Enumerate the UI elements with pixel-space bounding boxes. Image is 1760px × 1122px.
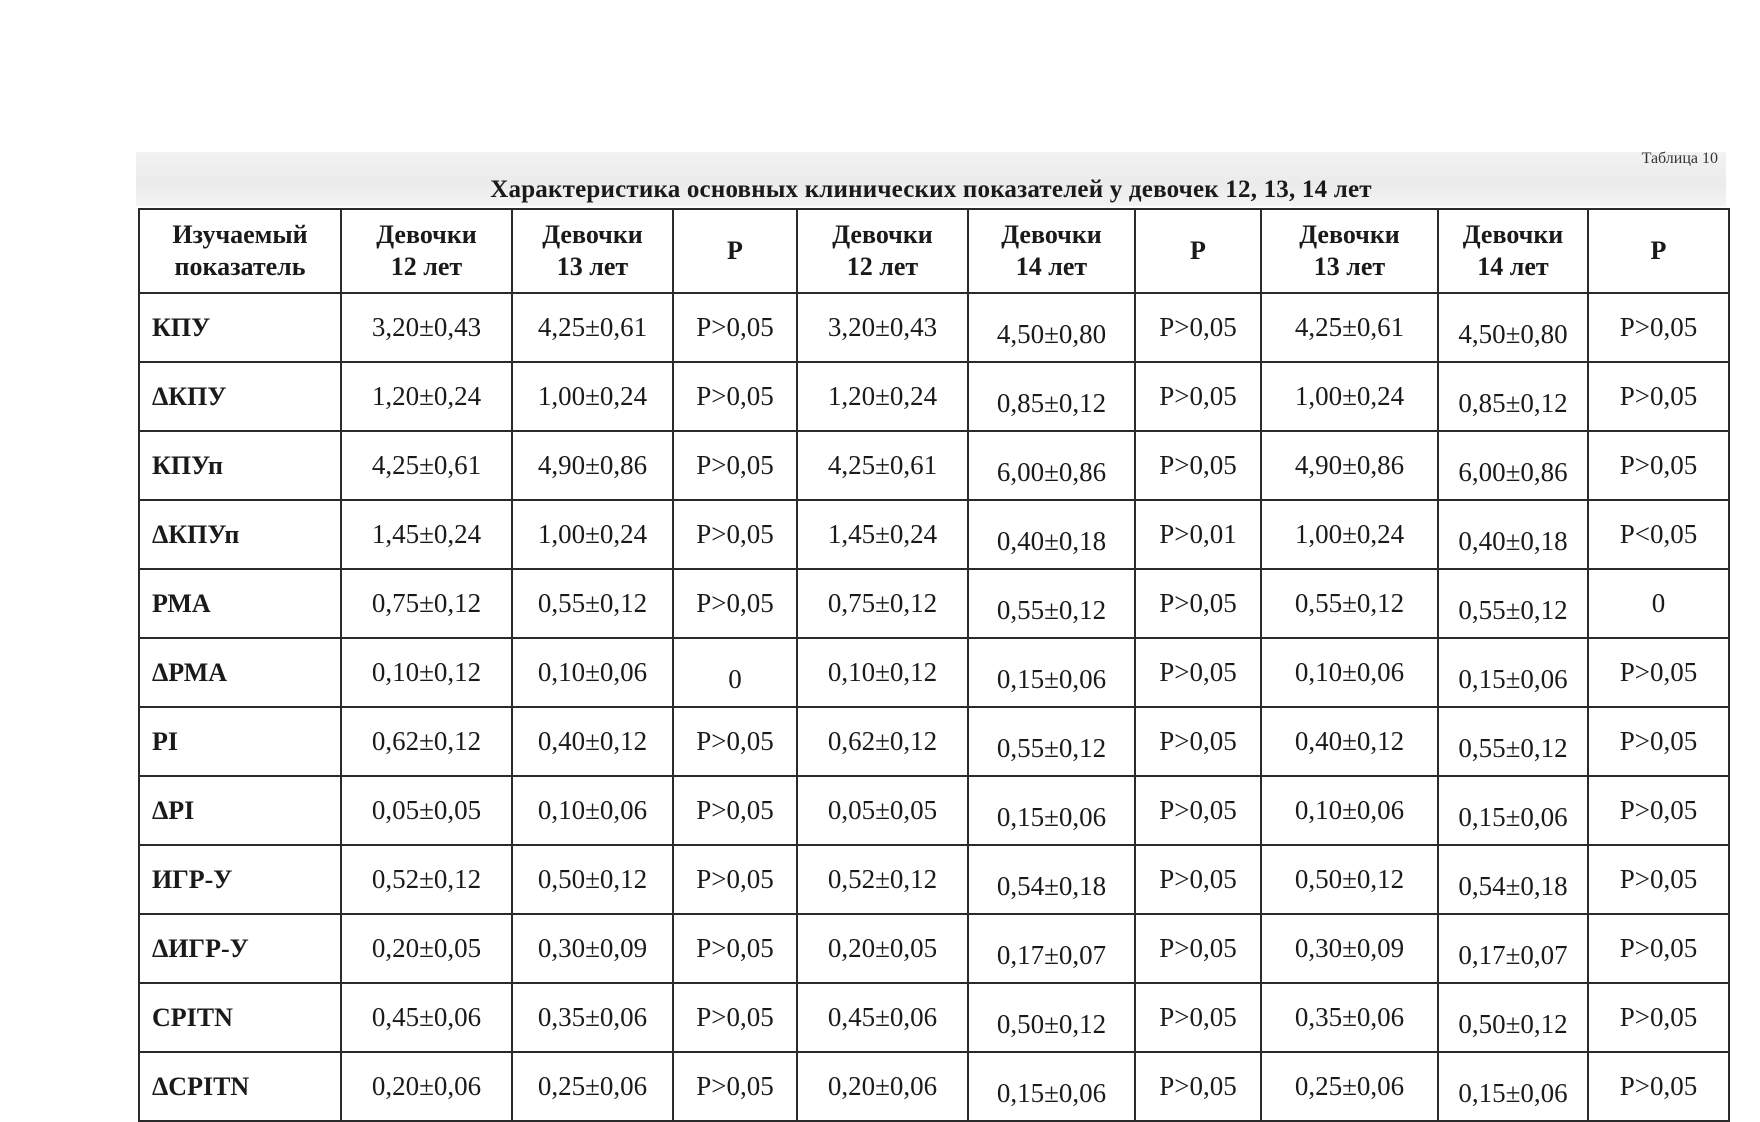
p-value-cell: P>0,05 (1588, 983, 1729, 1052)
p-value-cell: P>0,05 (673, 845, 797, 914)
table-cell: 0,10±0,06 (1261, 638, 1438, 707)
table-cell: 0,55±0,12 (1438, 707, 1588, 776)
table-cell: 0,17±0,07 (968, 914, 1135, 983)
parameter-name: ΔКПУп (139, 500, 341, 569)
p-value-cell: P>0,05 (673, 707, 797, 776)
table-cell: 0,55±0,12 (968, 569, 1135, 638)
table-cell: 0,55±0,12 (512, 569, 673, 638)
table-row (139, 362, 1729, 431)
p-value-cell: 0 (673, 638, 797, 707)
header-line: 12 лет (846, 252, 919, 281)
table-row (139, 845, 1729, 914)
table-cell: 1,45±0,24 (797, 500, 968, 569)
table-cell: 3,20±0,43 (341, 293, 512, 362)
table-cell: 0,05±0,05 (341, 776, 512, 845)
parameter-name: ΔРМА (139, 638, 341, 707)
table-cell: 0,40±0,18 (968, 500, 1135, 569)
header-line: 14 лет (1015, 252, 1088, 281)
p-value-cell: P>0,05 (673, 500, 797, 569)
header-line: Девочки (832, 219, 933, 249)
parameter-name: РМА (139, 569, 341, 638)
table-cell: 1,00±0,24 (512, 362, 673, 431)
header-girls-12-b (797, 209, 968, 293)
table-cell: 0,54±0,18 (1438, 845, 1588, 914)
header-line: Девочки (1001, 219, 1102, 249)
header-p-b (1135, 209, 1261, 293)
table-cell: 0,85±0,12 (968, 362, 1135, 431)
header-line: Девочки (1299, 219, 1400, 249)
table-cell: 0,85±0,12 (1438, 362, 1588, 431)
table-cell: 0,10±0,06 (512, 638, 673, 707)
header-line: Девочки (542, 219, 643, 249)
header-line: 13 лет (1313, 252, 1386, 281)
p-value-cell: P>0,05 (673, 362, 797, 431)
parameter-name: ΔИГР-У (139, 914, 341, 983)
table-cell: 0,55±0,12 (1438, 569, 1588, 638)
table-cell: 6,00±0,86 (968, 431, 1135, 500)
table-cell: 1,00±0,24 (1261, 362, 1438, 431)
table-cell: 0,10±0,12 (341, 638, 512, 707)
table-cell: 0,62±0,12 (341, 707, 512, 776)
table-cell: 0,15±0,06 (1438, 638, 1588, 707)
header-line: P (1650, 235, 1667, 265)
p-value-cell: P>0,05 (1135, 776, 1261, 845)
p-value-cell: P>0,05 (673, 1052, 797, 1121)
p-value-cell: P>0,01 (1135, 500, 1261, 569)
table-row (139, 293, 1729, 362)
table-cell: 0,45±0,06 (797, 983, 968, 1052)
header-line: 13 лет (556, 252, 629, 281)
table-cell: 0,10±0,06 (1261, 776, 1438, 845)
table-cell: 0,62±0,12 (797, 707, 968, 776)
table-cell: 0,20±0,06 (797, 1052, 968, 1121)
table-cell: 0,25±0,06 (1261, 1052, 1438, 1121)
table-row (139, 569, 1729, 638)
parameter-name: ΔCPITN (139, 1052, 341, 1121)
table-title: Характеристика основных клинических показателей у девочек 12, 13, 14 лет (490, 176, 1372, 203)
p-value-cell: P>0,05 (673, 983, 797, 1052)
header-row (139, 209, 1729, 293)
table-cell: 4,25±0,61 (797, 431, 968, 500)
header-line: P (1190, 235, 1206, 265)
p-value-cell: P>0,05 (1588, 293, 1729, 362)
table-cell: 0,55±0,12 (1261, 569, 1438, 638)
table-cell: 4,25±0,61 (341, 431, 512, 500)
header-p-a (673, 209, 797, 293)
table-cell: 0,50±0,12 (1261, 845, 1438, 914)
p-value-cell: P>0,05 (1135, 569, 1261, 638)
table-cell: 0,25±0,06 (512, 1052, 673, 1121)
header-line: P (727, 235, 743, 265)
table-cell: 4,50±0,80 (1438, 293, 1588, 362)
p-value-cell: P>0,05 (1135, 638, 1261, 707)
table-cell: 0,35±0,06 (512, 983, 673, 1052)
p-value-cell: P>0,05 (1588, 638, 1729, 707)
table-cell: 0,40±0,12 (512, 707, 673, 776)
p-value-cell: 0 (1588, 569, 1729, 638)
table-cell: 0,05±0,05 (797, 776, 968, 845)
clinical-indicators-table (138, 208, 1730, 1122)
table-cell: 0,15±0,06 (968, 776, 1135, 845)
table-row (139, 776, 1729, 845)
header-girls-13-c (1261, 209, 1438, 293)
p-value-cell: P>0,05 (1588, 776, 1729, 845)
parameter-name: КПУ (139, 293, 341, 362)
table-row (139, 638, 1729, 707)
table-cell: 0,15±0,06 (1438, 1052, 1588, 1121)
header-line: Девочки (376, 219, 477, 249)
table-cell: 0,17±0,07 (1438, 914, 1588, 983)
p-value-cell: P>0,05 (1588, 431, 1729, 500)
table-cell: 0,75±0,12 (797, 569, 968, 638)
table-cell: 1,00±0,24 (1261, 500, 1438, 569)
table-cell: 4,90±0,86 (512, 431, 673, 500)
p-value-cell: P>0,05 (1135, 707, 1261, 776)
p-value-cell: P>0,05 (1135, 983, 1261, 1052)
table-number: Таблица 10 (1641, 150, 1718, 167)
table-cell: 0,50±0,12 (968, 983, 1135, 1052)
table-cell: 0,52±0,12 (797, 845, 968, 914)
header-line: 14 лет (1477, 252, 1549, 281)
parameter-name: ΔКПУ (139, 362, 341, 431)
header-line: Изучаемый (172, 219, 308, 249)
table-cell: 0,54±0,18 (968, 845, 1135, 914)
header-girls-12-a (341, 209, 512, 293)
p-value-cell: P<0,05 (1588, 500, 1729, 569)
table-cell: 0,20±0,06 (341, 1052, 512, 1121)
p-value-cell: P>0,05 (1135, 293, 1261, 362)
header-p-c (1588, 209, 1729, 293)
table-cell: 4,25±0,61 (512, 293, 673, 362)
table-cell: 0,10±0,06 (512, 776, 673, 845)
p-value-cell: P>0,05 (1135, 914, 1261, 983)
p-value-cell: P>0,05 (1588, 362, 1729, 431)
header-girls-14-c (1438, 209, 1588, 293)
table-cell: 3,20±0,43 (797, 293, 968, 362)
table-row (139, 707, 1729, 776)
p-value-cell: P>0,05 (1135, 845, 1261, 914)
table-cell: 0,30±0,09 (1261, 914, 1438, 983)
p-value-cell: P>0,05 (673, 431, 797, 500)
parameter-name: CPITN (139, 983, 341, 1052)
p-value-cell: P>0,05 (673, 914, 797, 983)
table-cell: 1,20±0,24 (797, 362, 968, 431)
table-cell: 0,75±0,12 (341, 569, 512, 638)
table-cell: 0,50±0,12 (1438, 983, 1588, 1052)
header-parameter (139, 209, 341, 293)
header-girls-14-b (968, 209, 1135, 293)
table-cell: 0,55±0,12 (968, 707, 1135, 776)
parameter-name: PI (139, 707, 341, 776)
table-cell: 0,15±0,06 (968, 638, 1135, 707)
p-value-cell: P>0,05 (673, 569, 797, 638)
p-value-cell: P>0,05 (1588, 1052, 1729, 1121)
table-cell: 0,50±0,12 (512, 845, 673, 914)
table-cell: 6,00±0,86 (1438, 431, 1588, 500)
table-cell: 0,20±0,05 (797, 914, 968, 983)
parameter-name: ИГР-У (139, 845, 341, 914)
table-cell: 0,20±0,05 (341, 914, 512, 983)
p-value-cell: P>0,05 (673, 293, 797, 362)
p-value-cell: P>0,05 (673, 776, 797, 845)
table-cell: 0,45±0,06 (341, 983, 512, 1052)
table-row (139, 500, 1729, 569)
p-value-cell: P>0,05 (1135, 362, 1261, 431)
table-cell: 0,40±0,18 (1438, 500, 1588, 569)
parameter-name: КПУп (139, 431, 341, 500)
p-value-cell: P>0,05 (1135, 431, 1261, 500)
table-cell: 1,20±0,24 (341, 362, 512, 431)
table-cell: 0,15±0,06 (1438, 776, 1588, 845)
table-cell: 0,35±0,06 (1261, 983, 1438, 1052)
table-cell: 4,25±0,61 (1261, 293, 1438, 362)
header-line: 12 лет (390, 252, 463, 281)
table-row (139, 983, 1729, 1052)
table-cell: 1,45±0,24 (341, 500, 512, 569)
p-value-cell: P>0,05 (1588, 707, 1729, 776)
header-line: Девочки (1462, 219, 1564, 249)
table-cell: 0,10±0,12 (797, 638, 968, 707)
p-value-cell: P>0,05 (1135, 1052, 1261, 1121)
table-cell: 0,40±0,12 (1261, 707, 1438, 776)
table-row (139, 914, 1729, 983)
header-line: показатель (174, 252, 306, 281)
header-girls-13-a (512, 209, 673, 293)
table-row (139, 431, 1729, 500)
table-cell: 4,90±0,86 (1261, 431, 1438, 500)
table-cell: 1,00±0,24 (512, 500, 673, 569)
p-value-cell: P>0,05 (1588, 914, 1729, 983)
table-cell: 4,50±0,80 (968, 293, 1135, 362)
table-cell: 0,30±0,09 (512, 914, 673, 983)
table-cell: 0,52±0,12 (341, 845, 512, 914)
p-value-cell: P>0,05 (1588, 845, 1729, 914)
table-cell: 0,15±0,06 (968, 1052, 1135, 1121)
parameter-name: ΔPI (139, 776, 341, 845)
